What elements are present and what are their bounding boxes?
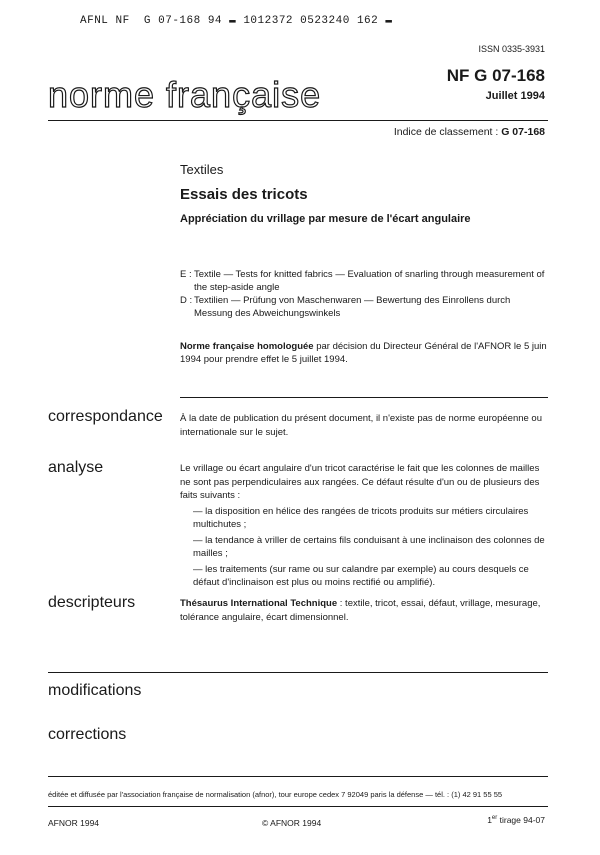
section-label-analyse: analyse xyxy=(48,459,104,476)
section-body-correspondance: À la date de publication du présent document, il n'existe pas de norme européenne ou internationale sur le sujet. xyxy=(180,413,543,438)
print-run-text: tirage 94-07 xyxy=(497,815,545,825)
section-divider xyxy=(180,397,548,398)
issn-number: ISSN 0335-3931 xyxy=(478,44,545,54)
print-run-number: 1 xyxy=(487,815,492,825)
publication-date: Juillet 1994 xyxy=(485,90,545,102)
section-label-corrections: corrections xyxy=(48,726,127,743)
subject-heading: Textiles xyxy=(180,162,224,177)
translation-key: D : xyxy=(180,295,193,306)
section-body-analyse xyxy=(180,462,552,590)
translation-german xyxy=(180,294,550,320)
section-label-correspondance: correspondance xyxy=(48,408,163,425)
homologation-bold: Norme française homologuée xyxy=(180,341,314,352)
footer-left: AFNOR 1994 xyxy=(48,818,100,828)
barcode-reference-line: AFNL NF G 07-168 94 ▬ 1012372 0523240 162 ▬ xyxy=(80,15,393,27)
descripteurs-thesaurus: Thésaurus International Technique xyxy=(180,598,338,609)
standard-code: NF G 07-168 xyxy=(446,66,545,85)
translations-block xyxy=(180,268,550,320)
header-divider xyxy=(48,120,548,121)
section-divider xyxy=(48,672,548,673)
translation-text: Textilien — Prüfung von Maschenwaren — Bewertung des Einrollens durch Messung des Abweichungswinkels xyxy=(194,295,511,319)
section-body-descripteurs xyxy=(180,597,552,624)
homologation-notice xyxy=(180,340,550,366)
print-run-suffix: er xyxy=(491,815,498,822)
publisher-line: éditée et diffusée par l'association française de normalisation (afnor), tour europe cedex 7 92049 paris la défense — tél. : (1) 42 91 55 55 xyxy=(48,790,503,799)
page-subtitle: Appréciation du vrillage par mesure de l'écart angulaire xyxy=(180,213,471,225)
page-title: Essais des tricots xyxy=(180,186,308,203)
analyse-intro: Le vrillage ou écart angulaire d'un tricot caractérise le fait que les colonnes de mailles ne sont pas perpendiculaires aux rangées. Ce défaut résulte d'un ou de plusieurs des faits suivants : xyxy=(180,463,540,501)
homologation-text: par décision du Directeur Général de l'AFNOR le 5 juin 1994 pour prendre effet le 5 juillet 1994. xyxy=(180,341,547,365)
analyse-item: — la disposition en hélice des rangées de tricots produits sur métiers circulaires multichutes ; xyxy=(193,505,529,530)
footer-copyright: © AFNOR 1994 xyxy=(262,818,322,828)
brand-title: norme française xyxy=(48,74,322,115)
translation-key: E : xyxy=(180,269,192,280)
classification-label: Indice de classement : xyxy=(393,126,499,138)
descripteurs-keywords: : textile, tricot, essai, défaut, vrillage, mesurage, tolérance angulaire, écart dimensionnel. xyxy=(180,598,541,623)
section-label-descripteurs: descripteurs xyxy=(48,594,136,611)
translation-english xyxy=(180,268,550,294)
translation-text: Textile — Tests for knitted fabrics — Evaluation of snarling through measurement of the step-aside angle xyxy=(194,269,545,293)
section-label-modifications: modifications xyxy=(48,682,142,699)
analyse-item: — les traitements (sur rame ou sur calandre par exemple) au cours desquels ce défaut d'inclinaison est plus ou moins rectifié ou amplifié). xyxy=(193,563,529,588)
classification-index xyxy=(394,126,545,138)
analyse-item: — la tendance à vriller de certains fils conduisant à une inclinaison des colonnes de mailles ; xyxy=(193,534,545,559)
print-run xyxy=(487,815,545,825)
classification-value: G 07-168 xyxy=(501,126,545,138)
footer-divider xyxy=(48,776,548,777)
footer-divider xyxy=(48,806,548,807)
